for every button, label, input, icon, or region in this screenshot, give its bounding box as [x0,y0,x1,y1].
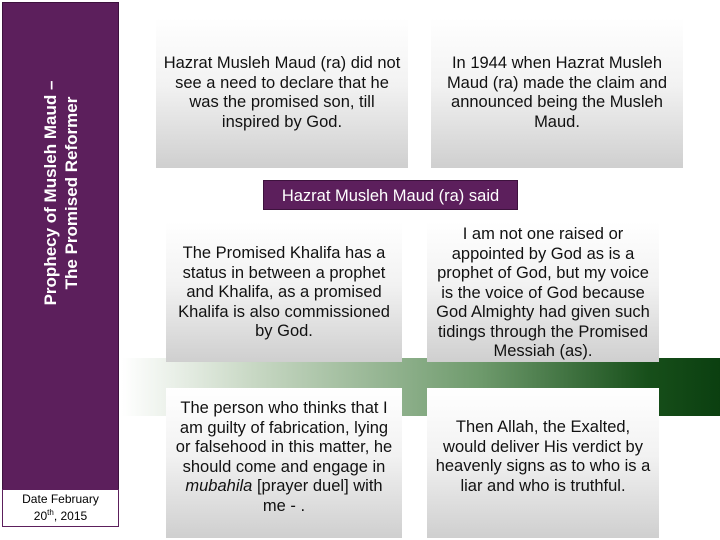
card-top-left [156,18,408,168]
card-bottom-right-text: Then Allah, the Exalted, would deliver His verdict by heavenly signs as to who is a liar and who is truthful. [435,418,651,495]
said-label-box [263,180,518,210]
sidebar-title-line-2: The Promised Reformer [62,96,81,290]
sidebar-title-line-1: Prophecy of Musleh Maud – [41,80,60,306]
card-bottom-left-text: The person who thinks that I am guilty of fabrication, lying or falsehood in this matter, he should come and engage in mubahila [prayer duel] with me - . [175,399,393,515]
sidebar-panel [2,2,119,527]
card-top-right-text: In 1944 when Hazrat Musleh Maud (ra) made the claim and announced being the Musleh Maud. [446,54,668,131]
mubahila-term: mubahila [185,477,253,495]
date-prefix: Date February [22,492,99,506]
card-mid-right-text: I am not one raised or appointed by God as is a prophet of God, but my voice is the voice of God because God Almighty had given such tidings through the Promised Messiah (as). [436,225,650,360]
card-bottom-left [166,388,402,538]
sidebar-title [3,3,120,383]
date-value: 20th, 2015 [33,508,88,523]
card-mid-left [166,222,402,362]
card-mid-left-text: The Promised Khalifa has a status in between a prophet and Khalifa, as a promised Khalifa is also commissioned by God. [178,244,390,340]
card-top-right [431,18,683,168]
card-top-left-text: Hazrat Musleh Maud (ra) did not see a need to declare that he was the promised son, till inspired by God. [163,54,401,131]
card-mid-right [427,222,659,362]
card-bottom-right [427,388,659,538]
said-label: Hazrat Musleh Maud (ra) said [281,187,500,205]
date-box [2,489,119,527]
